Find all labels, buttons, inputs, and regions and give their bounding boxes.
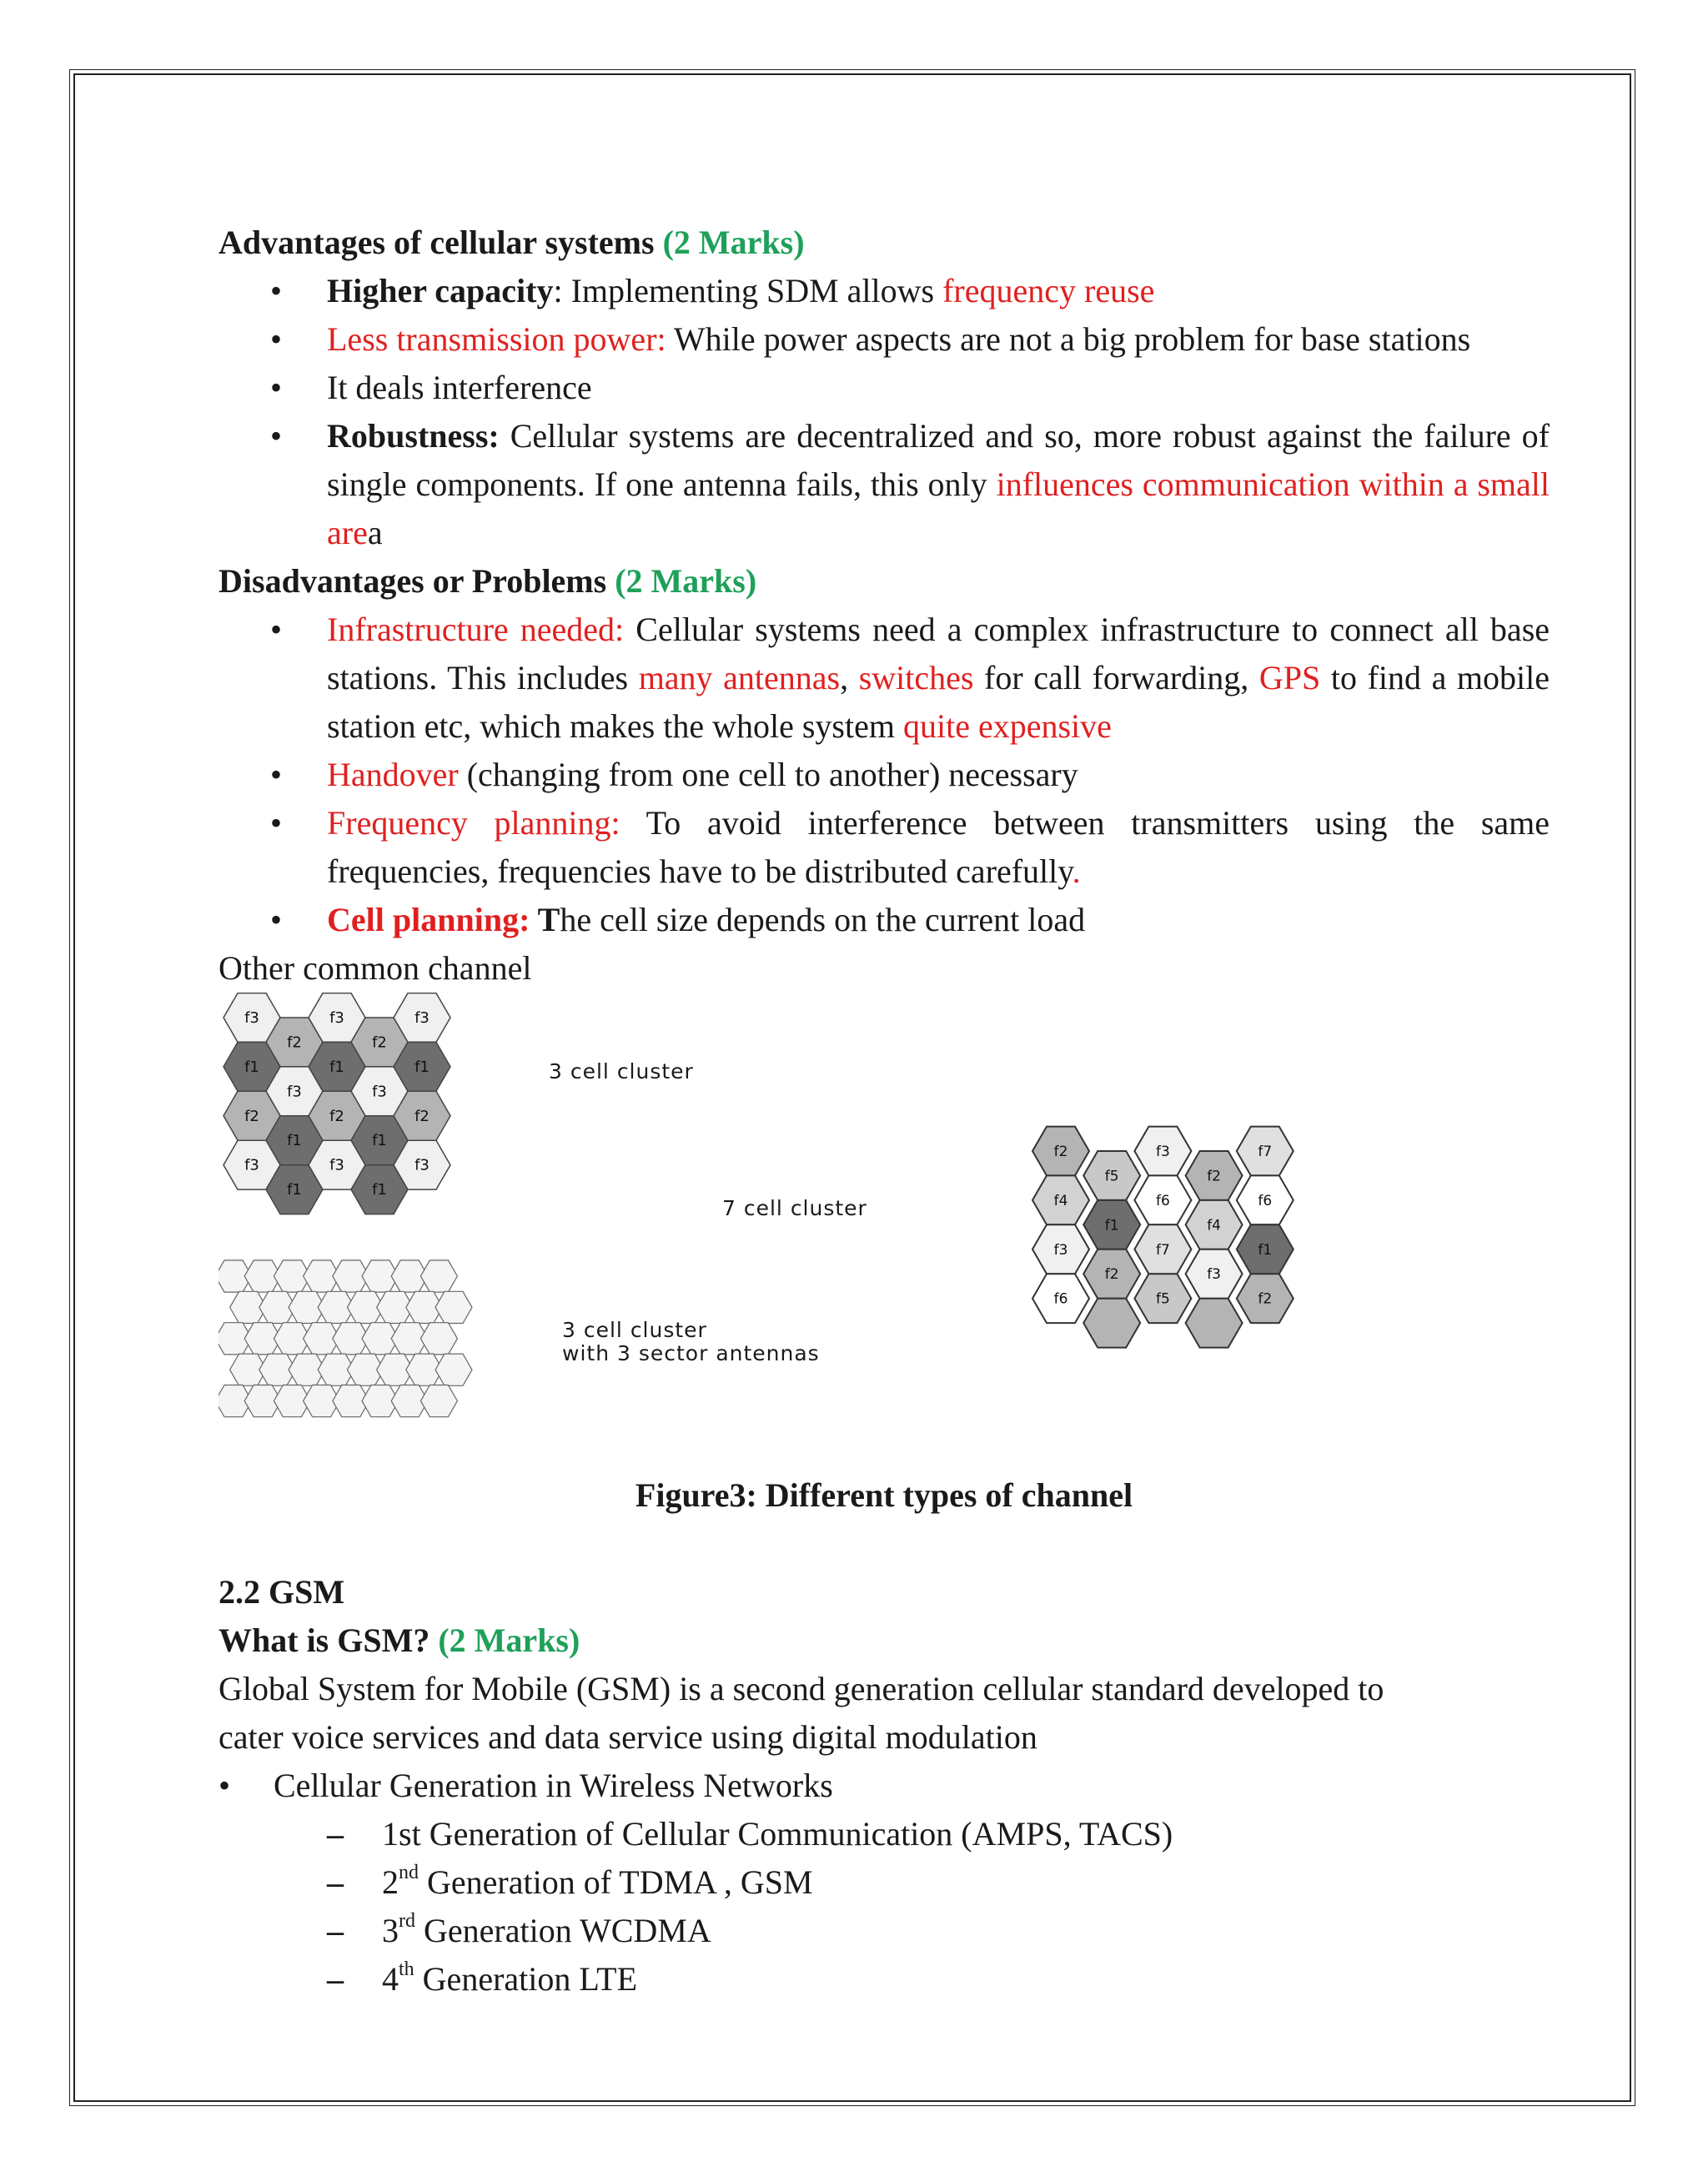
generations-list [219, 1810, 1550, 2004]
cell-label: f4 [1207, 1217, 1222, 1234]
hex-cell [420, 1323, 457, 1355]
gsm-question: What is GSM? (2 Marks) [219, 1621, 580, 1659]
cell-label: f3 [1155, 1144, 1170, 1160]
cell-label: f3 [372, 1083, 387, 1101]
cell-label: f2 [372, 1033, 387, 1052]
channel-figure [219, 993, 1550, 1460]
cell-label: f1 [1104, 1217, 1119, 1234]
cell-label: f3 [244, 1009, 259, 1027]
list-item: – 3rd Generation WCDMA [219, 1907, 1550, 1955]
cell-label: f2 [287, 1033, 302, 1052]
list-item: – 4th Generation LTE [219, 1955, 1550, 2004]
hex-cell [1083, 1299, 1140, 1348]
cell-label: f1 [287, 1132, 302, 1150]
label-sector-cluster-1: 3 cell cluster [562, 1318, 707, 1342]
cell-label: f6 [1053, 1290, 1068, 1308]
list-item: • Infrastructure needed: Cellular systems need a complex infrastructure to connect all base stations. This includes many antennas, switches for call forwarding, GPS to find a mobile station etc, which makes the whole system quite expensive [219, 606, 1550, 751]
cell-label: f3 [414, 1156, 430, 1174]
cell-label: f2 [329, 1107, 344, 1125]
hex-cell [420, 1385, 457, 1417]
cluster-diagram [219, 993, 1550, 1460]
cell-label: f6 [1258, 1192, 1273, 1209]
cell-label: f2 [244, 1107, 259, 1125]
hex-cell [420, 1260, 457, 1292]
list-item: – 2nd Generation of TDMA , GSM [219, 1858, 1550, 1907]
list-item: • Cell planning: The cell size depends on the current load [219, 896, 1550, 944]
gsm-paragraph-2: cater voice services and data service using digital modulation [219, 1718, 1037, 1756]
cell-label: f2 [1053, 1144, 1068, 1160]
label-3-cell-cluster: 3 cell cluster [549, 1059, 694, 1083]
cell-label: f1 [244, 1058, 259, 1076]
cell-label: f4 [1053, 1192, 1068, 1209]
cell-label: f3 [287, 1083, 302, 1101]
cell-label: f3 [244, 1156, 259, 1174]
cell-label: f1 [1258, 1241, 1273, 1259]
list-item: • Higher capacity: Implementing SDM allows frequency reuse [219, 267, 1550, 315]
hex-cell [435, 1291, 472, 1323]
cell-label: f1 [329, 1058, 344, 1076]
list-item: • Handover (changing from one cell to another) necessary [219, 751, 1550, 799]
cell-label: f5 [1104, 1168, 1119, 1185]
cell-label: f3 [329, 1156, 344, 1174]
list-item: – 1st Generation of Cellular Communication (AMPS, TACS) [219, 1810, 1550, 1858]
cell-label: f3 [414, 1009, 430, 1027]
section-gsm: 2.2 GSM [219, 1573, 345, 1611]
cell-label: f2 [1104, 1266, 1119, 1284]
hex-cell [435, 1354, 472, 1385]
cell-label: f1 [414, 1058, 430, 1076]
document-body [219, 219, 1550, 2004]
gsm-bullet-list [219, 1762, 1550, 1810]
disadvantages-heading: Disadvantages or Problems (2 Marks) [219, 562, 757, 600]
cell-label: f1 [372, 1181, 387, 1199]
cell-label: f3 [1207, 1266, 1222, 1284]
list-item: • Robustness: Cellular systems are decentralized and so, more robust against the failure of single components. If one antenna fails, this only influences communication within a small area [219, 412, 1550, 557]
other-common-channel: Other common channel [219, 949, 532, 987]
advantages-heading: Advantages of cellular systems (2 Marks) [219, 224, 805, 261]
disadvantages-list [219, 606, 1550, 944]
cell-label: f7 [1155, 1241, 1170, 1259]
cell-label: f3 [329, 1009, 344, 1027]
list-item: • Frequency planning: To avoid interference between transmitters using the same frequencies, frequencies have to be distributed carefully. [219, 799, 1550, 896]
cell-label: f7 [1258, 1144, 1273, 1160]
figure-caption: Figure3: Different types of channel [635, 1476, 1133, 1514]
cell-label: f5 [1155, 1290, 1170, 1308]
cell-label: f3 [1053, 1241, 1068, 1259]
hex-cell [1186, 1299, 1243, 1348]
gsm-paragraph-1: Global System for Mobile (GSM) is a second generation cellular standard developed to [219, 1670, 1384, 1707]
label-sector-cluster-2: with 3 sector antennas [562, 1341, 820, 1365]
list-item: • Less transmission power: While power aspects are not a big problem for base stations [219, 315, 1550, 364]
cell-label: f2 [414, 1107, 430, 1125]
cell-label: f2 [1258, 1290, 1273, 1308]
cell-label: f6 [1155, 1192, 1170, 1209]
cell-label: f1 [287, 1181, 302, 1199]
advantages-list [219, 267, 1550, 557]
list-item: • Cellular Generation in Wireless Networks [219, 1762, 1550, 1810]
cell-label: f2 [1207, 1168, 1222, 1185]
label-7-cell-cluster: 7 cell cluster [722, 1196, 867, 1220]
cell-label: f1 [372, 1132, 387, 1150]
list-item: • It deals interference [219, 364, 1550, 412]
